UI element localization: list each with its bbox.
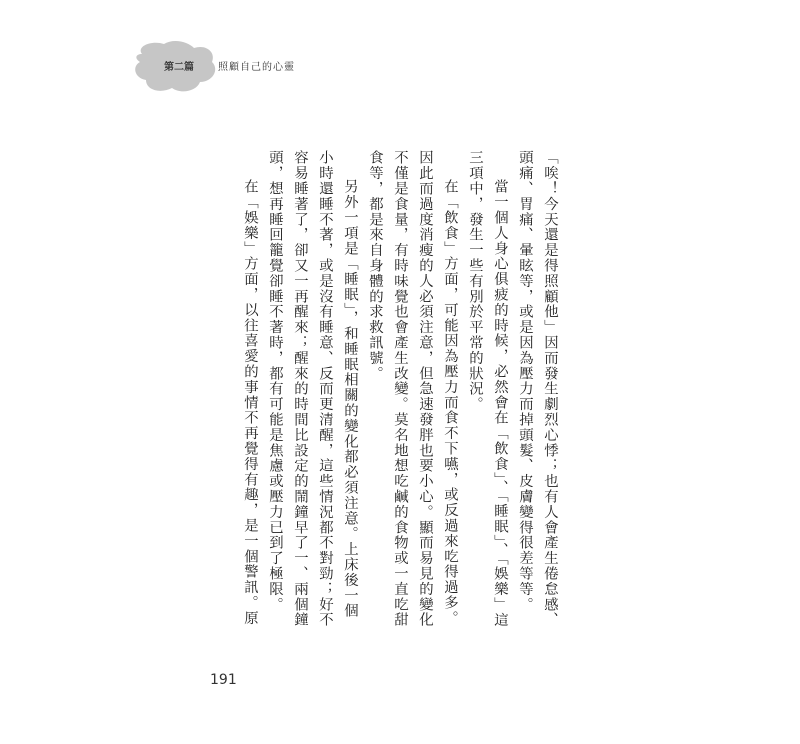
paragraph: 當一個人身心俱疲的時候，必然會在「飲食」、「睡眠」、「娛樂」這三項中，發生一些有別於平常的狀況。: [467, 150, 508, 628]
paragraph: 在「娛樂」方面，以往喜愛的事情不再覺得有趣，是一個警訊。原: [242, 178, 258, 626]
chapter-header: [130, 38, 380, 94]
paragraph: 在「飲食」方面，可能因為壓力而食不下嚥，或反過來吃得過多。因此而過度消瘦的人必須注意，但急速發胖也要小心。顯而易見的變化不僅是食量，有時味覺也會產生改變。莫名地想吃鹹的食物或一直吃甜食等，都是來自身體的求救訊號。: [367, 150, 458, 628]
chapter-label: 第二篇: [164, 62, 194, 73]
paragraph: 另外一項是「睡眠」，和睡眠相關的變化都必須注意。上床後一個小時還睡不著，或是沒有睡意、反而更清醒，這些情況都不對勁；好不容易睡著了，卻又一再醒來；醒來的時間比設定的鬧鐘早了一、兩個鐘頭，想再睡回籠覺卻睡不著時，都有可能是焦慮或壓力已到了極限。: [267, 150, 358, 628]
page-number: 191: [210, 672, 237, 688]
paragraph: 「唉！今天還是得照顧他」因而發生劇烈心悸；也有人會產生倦怠感、頭痛、胃痛、暈眩等，或是因為壓力而掉頭髮、皮膚變得很差等等。: [517, 150, 558, 628]
vertical-text-body: [222, 150, 562, 630]
chapter-title: 照顧自己的心靈: [218, 62, 295, 73]
